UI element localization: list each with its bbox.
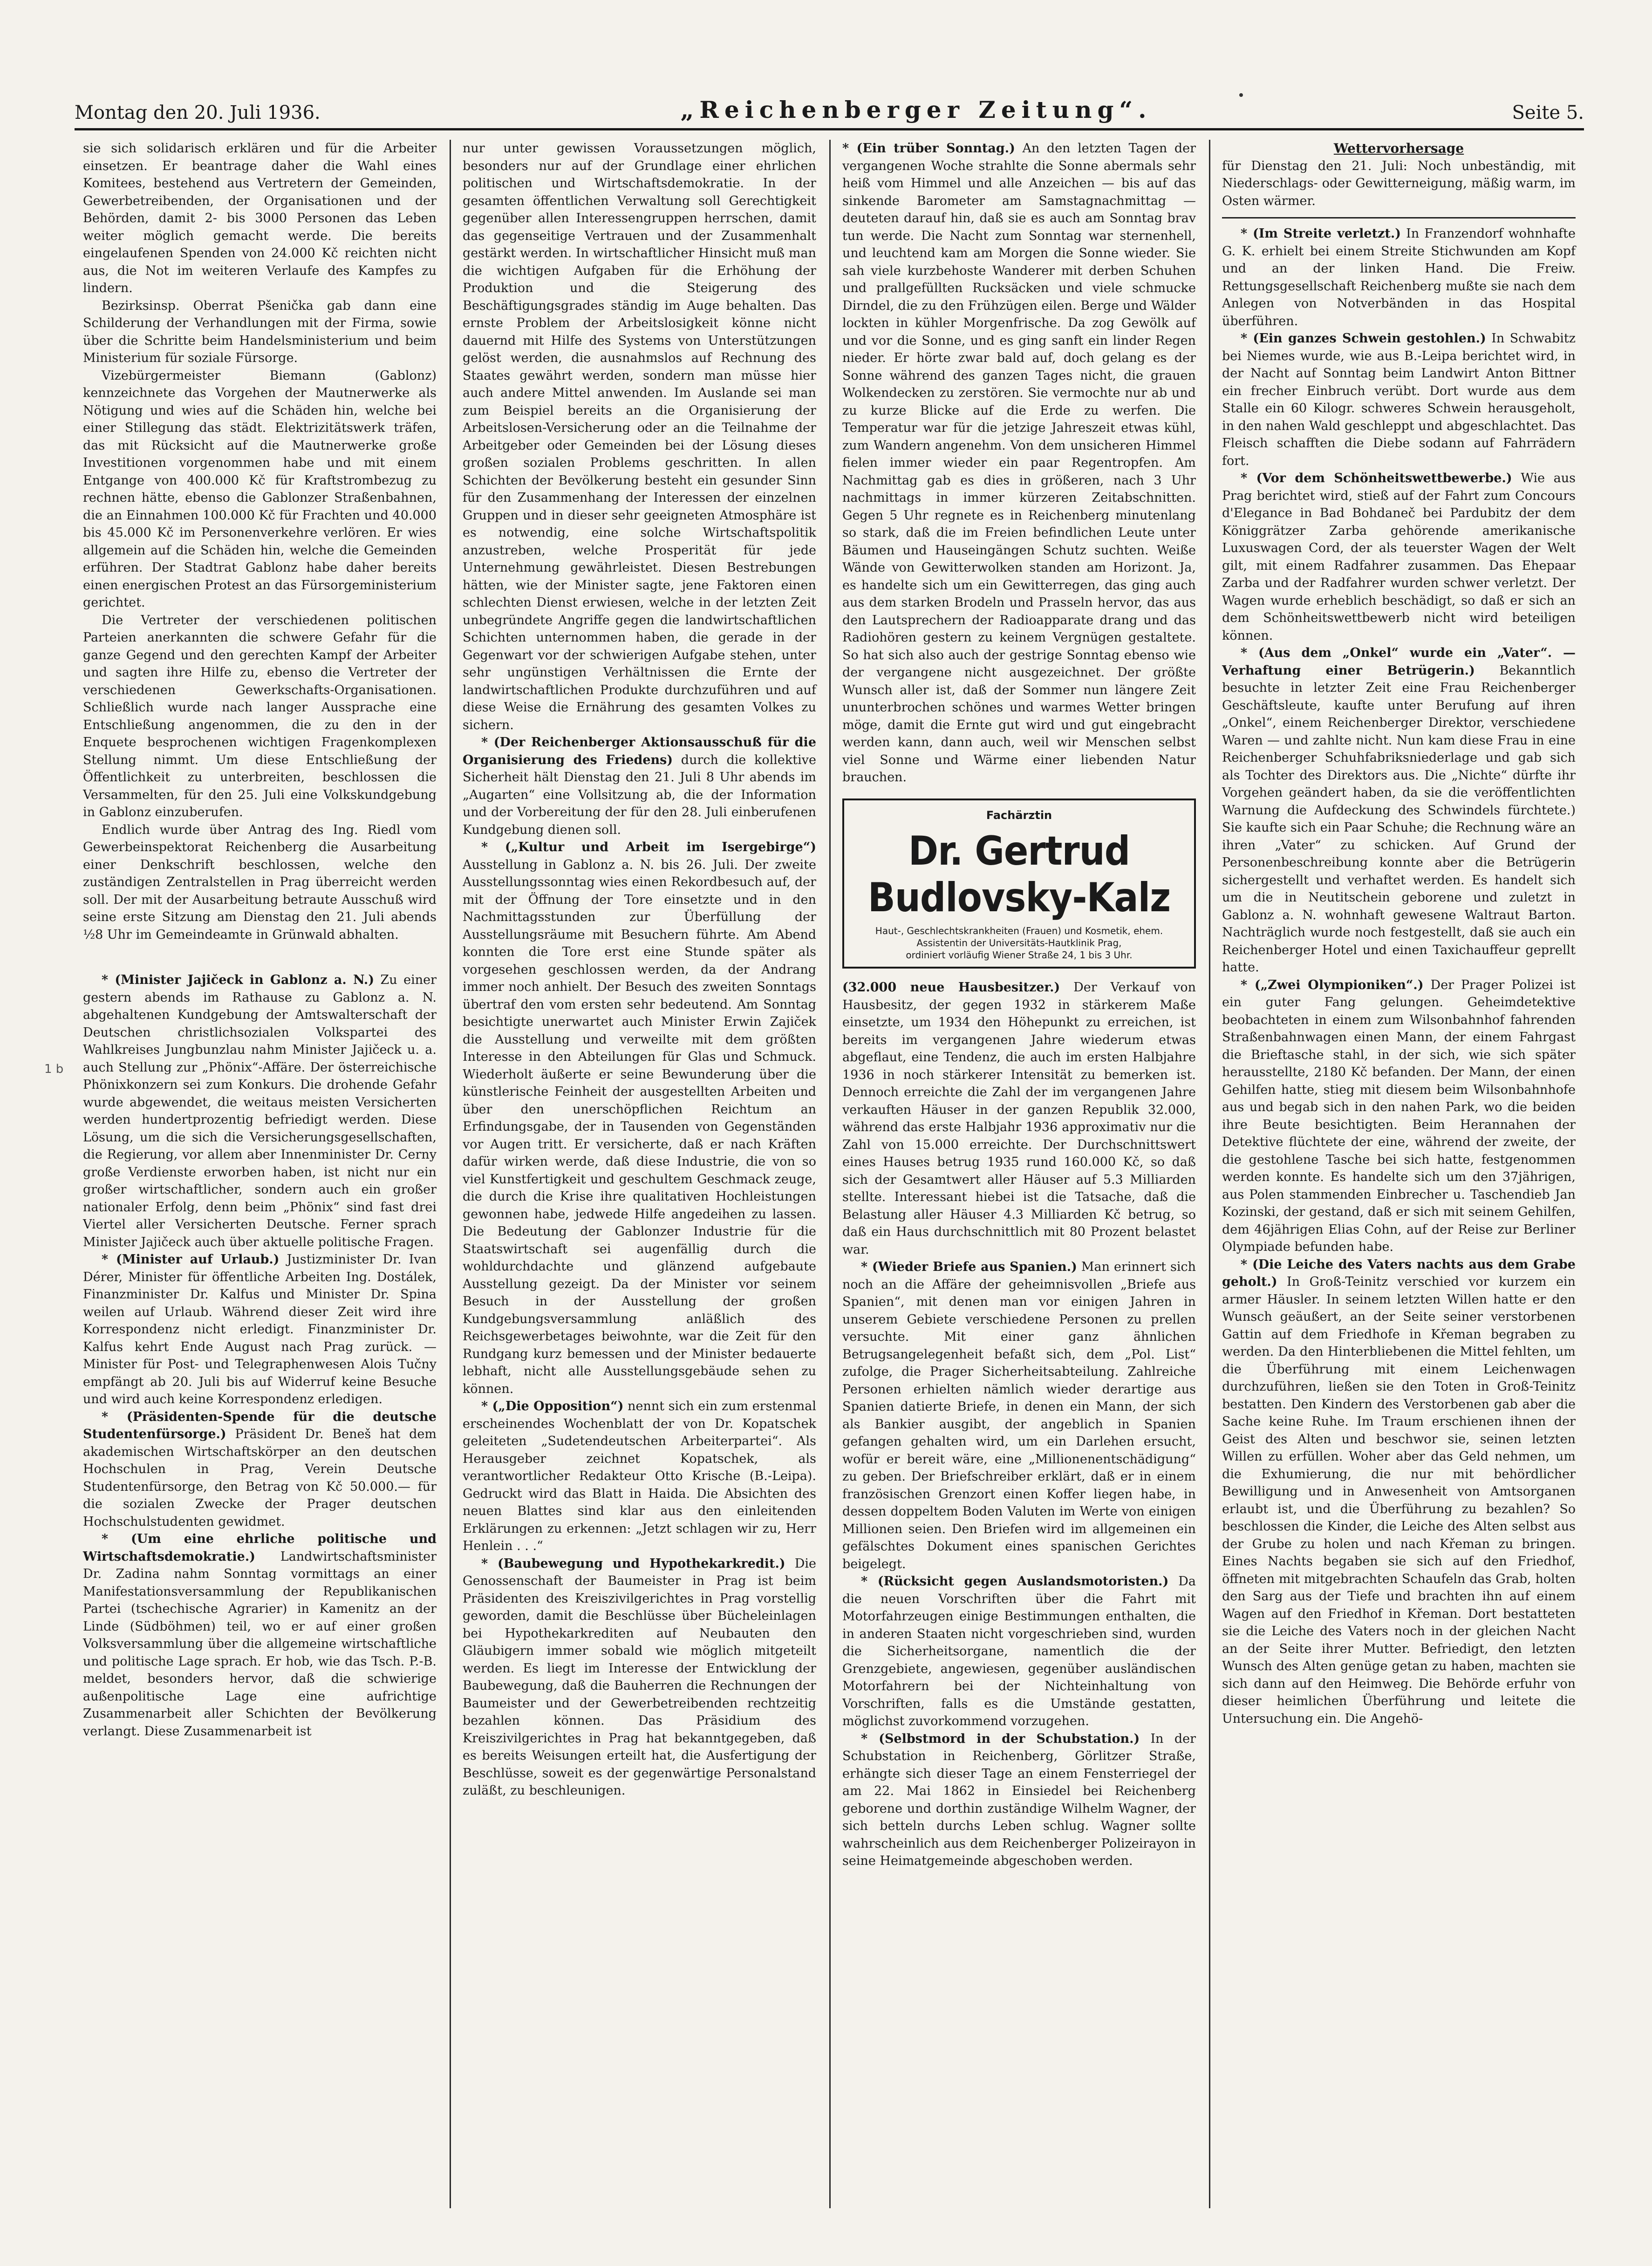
news-text: Präsident Dr. Beneš hat dem akademischen Wirtschaftskörper an den deutschen Hochschulen in Prag, Verein Deutsche Studentenfürsorge, den Betrag von Kč 50.000.— für die sozialen Zwecke der Prager deutschen Hochschulstudenten gewidmet.	[83, 1427, 437, 1529]
newspaper-page	[75, 89, 1584, 2213]
ad-doctor-name: Dr. Gertrud Budlovsky-Kalz	[867, 828, 1171, 921]
news-item	[463, 734, 816, 839]
article-paragraph: Vizebürgermeister Biemann (Gablonz) kennzeichnete das Vorgehen der Mautnerwerke als Nötigung und wies auf die Schäden hin, welche bei einer Stillegung das städt. Elektrizitätswerk träfen, das mit Rücksicht auf die Mautnerwerke große Investitionen vorgenommen habe und mit einem Entgange von 400.000 Kč für Kraftstrombezug zu rechnen hätte, ebenso die Gablonzer Straßenbahnen, die an Einnahmen 100.000 Kč für Frachten und 40.000 bis 45.000 Kč im Personenverkehre verlören. Er wies allgemein auf die Schäden hin, welche die Gemeinden erführen. Der Stadtrat Gablonz habe daher bereits einen energischen Protest an das Fürsorgeministerium gerichtet.	[83, 368, 437, 610]
columns	[75, 140, 1584, 2208]
news-headline: * („Kultur und Arbeit im Isergebirge“)	[481, 840, 816, 854]
news-headline: * (Ein ganzes Schwein gestohlen.)	[1241, 331, 1486, 346]
news-text: Zu einer gestern abends im Rathause zu Gablonz a. N. abgehaltenen Kundgebung der Amtswalterschaft der Deutschen christlichsozialen Volkspartei des Wahlkreises Jungbunzlau nahm Minister Jajičeck u. a. auch Stellung zur „Phönix“-Affäre. Der österreichische Phönixkonzern sei zum Konkurs. Die drohende Gefahr wurde abgewendet, die weitaus meisten Versicherten werden hundertprozentig befriedigt werden. Diese Lösung, um die sich die Versicherungsgesellschaften, die Regierung, vor allem aber Innenminister Dr. Cerny große Verdienste erworben haben, ist nicht nur ein großer wirtschaftlicher, sondern auch ein großer nationaler Erfolg, denn beim „Phönix“ sind fast drei Viertel aller Versicherten Deutsche. Ferner sprach Minister Jajičeck auch über aktuelle politische Fragen.	[83, 973, 437, 1249]
news-item	[83, 971, 437, 1251]
news-item	[842, 140, 1196, 786]
column-rule	[829, 140, 831, 2208]
news-item	[1222, 225, 1576, 330]
news-text: In Schwabitz bei Niemes wurde, wie aus B.-Leipa berichtet wird, in der Nacht auf Sonntag beim Landwirt Anton Bittner ein frecher Einbruch verübt. Dort wurde aus dem Stalle ein 60 Kilogr. schweres Schwein herausgeholt, in den nahen Wald geschleppt und abgeschlachtet. Das Fleisch schafften die Diebe sodann auf Fahrrädern fort.	[1222, 331, 1576, 468]
news-text: nennt sich ein zum erstenmal erscheinendes Wochenblatt der von Dr. Kopatschek geleiteten „Sudetendeutschen Arbeiterpartei“. Als Herausgeber zeichnet Kopatschek, als verantwortlicher Redakteur Otto Krische (B.-Leipa). Gedruckt wird das Blatt in Haida. Die Absichten des neuen Blattes sind klar aus den einleitenden Erklärungen zu erkennen: „Jetzt schlagen wir zu, Herr Henlein . . .“	[463, 1399, 816, 1553]
ad-heading: Fachärztin	[986, 808, 1052, 822]
column-1	[75, 140, 445, 2208]
news-text: Wie aus Prag berichtet wird, stieß auf der Fahrt zum Concours d'Elegance in Bad Bohdaneč bei Pardubitz der dem Königgrätzer Zarba gehörende amerikanische Luxuswagen Cord, der als teuerster Wagen der Welt gilt, mit einem Radfahrer zusammen. Das Ehepaar Zarba und der Radfahrer wurden schwer verletzt. Der Wagen wurde erheblich beschädigt, so daß er sich an dem Schönheitswettbewerb nicht wird beteiligen können.	[1222, 471, 1576, 643]
news-text: An den letzten Tagen der vergangenen Woche strahlte die Sonne abermals sehr heiß vom Himmel und alle Anzeichen — bis auf das sinkende Barometer am Samstagnachmittag — deuteten darauf hin, daß sie es auch am Sonntag brav tun werde. Die Nacht zum Sonntag war sternenhell, und leuchtend kam am Morgen die Sonne wieder. Sie sah viele kurzbehoste Wanderer mit derben Schuhen und prallgefüllten Rucksäcken und viele schmucke Dirndel, die zu den Frühzügen eilen. Berge und Wälder lockten in kühler Morgenfrische. Da zog Gewölk auf und vor die Sonne, und es ging sanft ein linder Regen nieder. Er hörte zwar bald auf, doch gelang es der Sonne während des ganzen Tages nicht, die grauen Wolkendecken zu zerstören. Sie vermochte nur ab und zu kurze Blicke auf die Erde zu werfen. Die Temperatur war für die jetzige Jahreszeit etwas kühl, zum Wandern angenehm. Von dem unsicheren Himmel fielen immer wieder ein paar Regentropfen. Am Nachmittag gab es dies in größeren, nach 3 Uhr nachmittags in immer kürzeren Zeitabschnitten. Gegen 5 Uhr regnete es in Reichenberg minutenlang so stark, daß die im Freien befindlichen Leute unter Bäumen und Hauseingängen Schutz suchten. Weiße Wände von Gewitterwolken standen am Horizont. Ja, es handelte sich um ein Gewitterregen, das ging auch aus dem starken Brodeln und Prasseln hervor, das aus den Lautsprechern der Radioapparate drang und das Radiohören gestern zu keinem Vergnügen gestaltete. So hat sich also auch der gestrige Sonntag ebenso wie der vergangene nicht ausgezeichnet. Der größte Wunsch aller ist, daß der Sommer nun längere Zeit ununterbrochen schönes und warmes Wetter bringen möge, damit die Ernte gut wird und gut eingebracht werden kann, dann auch, weil wir Menschen selbst viel Sonne und Wärme einer liebenden Natur brauchen.	[842, 141, 1196, 785]
news-text: In Franzendorf wohnhafte G. K. erhielt bei einem Streite Stichwunden am Kopf und an der linken Hand. Die Freiw. Rettungsgesellschaft Reichenberg mußte sie nach dem Anlegen von Notverbänden in das Hospital überführen.	[1222, 226, 1576, 328]
news-headline: * (Aus dem „Onkel“ wurde ein „Vater“. — Verhaftung einer Betrügerin.)	[1222, 646, 1576, 678]
news-item	[83, 1530, 437, 1740]
news-headline: * (Minister auf Urlaub.)	[102, 1252, 280, 1267]
news-headline: (32.000 neue Hausbesitzer.)	[842, 980, 1060, 995]
page-number: Seite 5.	[1512, 102, 1584, 123]
column-4	[1214, 140, 1584, 2208]
news-headline: * (Um eine ehrliche politische und Wirtschaftsdemokratie.)	[83, 1532, 437, 1564]
news-headline: * (Im Streite verletzt.)	[1241, 226, 1401, 241]
news-text: Die Genossenschaft der Baumeister in Prag ist beim Präsidenten des Kreiszivilgerichtes in Prag vorstellig geworden, damit die Beschlüsse über Bücheleinlagen bei Hypothekarkrediten auf Neubauten den Gläubigern immer sobald wie möglich mitgeteilt werden. Es liegt im Interesse der Entwicklung der Baubewegung, daß die Bauherren die Rechnungen der Baumeister und der Gewerbetreibenden rechtzeitig bezahlen können. Das Präsidium des Kreiszivilgerichtes in Prag hat bekanntgegeben, daß es bereits Weisungen erteilt hat, die Ausfertigung der Beschlüsse, soweit es der gegenwärtige Personalstand zuläßt, zu beschleunigen.	[463, 1556, 816, 1798]
news-item	[83, 1408, 437, 1531]
section-divider	[1222, 217, 1576, 218]
margin-mark: 1 b	[44, 1062, 64, 1076]
news-headline: * („Die Opposition“)	[481, 1399, 624, 1413]
column-3	[834, 140, 1204, 2208]
issue-date: Montag den 20. Juli 1936.	[75, 102, 321, 123]
news-text: In Groß-Teinitz verschied vor kurzem ein armer Häusler. In seinem letzten Willen hatte er den Wunsch geäußert, an der Seite seiner verstorbenen Gattin auf dem Friedhofe in Křeman begraben zu werden. Da den Hinterbliebenen die Mittel fehlten, um die Überführung mit einem Leichenwagen durchzuführen, ließen sie den Toten in Groß-Teinitz bestatten. Den Kindern des Verstorbenen gab aber die Sache keine Ruhe. Im Traum erschienen ihnen der Geist des Alten und beschwor sie, seinen letzten Willen zu erfüllen. Woher aber das Geld nehmen, um die Exhumierung, die nur mit behördlicher Bewilligung und in Anwesenheit von Amtsorganen erlaubt ist, und die Überführung zu bezahlen? So beschlossen die Kinder, die Leiche des Alten selbst aus der Grube zu holen und nach Křeman zu bringen. Eines Nachts begaben sie sich auf den Friedhof, öffneten mit mitgebrachten Schaufeln das Grab, holten den Sarg aus der Tiefe und brachten ihn auf einem Wagen auf den Friedhof in Křeman. Dort bestatteten sie die Leiche des Vaters noch in der gleichen Nacht an der Seite ihrer Mutter. Befriedigt, den letzten Wunsch des Alten genüge getan zu haben, machten sie sich dann auf den Heimweg. Die Behörde erfuhr von dieser heimlichen Überführung und leitete die Untersuchung ein. Die Angehö-	[1222, 1275, 1576, 1726]
news-item	[463, 839, 816, 1398]
news-headline: * (Rücksicht gegen Auslandsmotoristen.)	[861, 1574, 1169, 1589]
news-headline: * (Wieder Briefe aus Spanien.)	[861, 1260, 1077, 1274]
news-item	[1222, 1256, 1576, 1728]
weather-forecast-text: für Dienstag den 21. Juli: Noch unbeständig, mit Niederschlags- oder Gewitterneigung, mäßig warm, im Osten wärmer.	[1222, 158, 1576, 208]
news-headline: * (Ein trüber Sonntag.)	[842, 141, 1015, 156]
news-item	[1222, 470, 1576, 644]
news-headline: * (Minister Jajičeck in Gablonz a. N.)	[102, 973, 375, 987]
news-item	[842, 979, 1196, 1258]
page-header	[75, 89, 1584, 130]
doctor-advertisement	[842, 799, 1196, 969]
weather-forecast-title: Wettervorhersage	[1333, 141, 1464, 156]
column-rule	[450, 140, 451, 2208]
article-paragraph: Endlich wurde über Antrag des Ing. Riedl vom Gewerbeinspektorat Reichenberg die Ausarbeitung einer Denkschrift beschlossen, welche den zuständigen Zentralstellen in Prag überreicht werden soll. Der mit der Ausarbeitung betraute Ausschuß wird seine erste Sitzung am Dienstag den 21. Juli abends ½8 Uhr im Gemeindeamte in Grünwald abhalten.	[83, 822, 437, 942]
news-text: durch die kollektive Sicherheit hält Dienstag den 21. Juli 8 Uhr abends im „Augarten“ eine Vollsitzung ab, die der Information und der Vorbereitung der für den 28. Juli einberufenen Kundgebung dienen soll.	[463, 752, 816, 837]
news-item	[842, 1258, 1196, 1573]
news-text: Da die neuen Vorschriften über die Fahrt mit Motorfahrzeugen einige Bestimmungen enthalten, die in anderen Staaten nicht vorgeschrieben sind, wurden die Sicherheitsorgane, namentlich die der Grenzgebiete, angewiesen, gegenüber ausländischen Motorfahrern bei der Nichteinhaltung von Vorschriften, falls es die Umstände gestatten, möglichst zuvorkommend vorzugehen.	[842, 1574, 1196, 1728]
news-headline: * („Zwei Olympioniken“.)	[1241, 977, 1424, 992]
news-item	[842, 1573, 1196, 1730]
article-paragraph: nur unter gewissen Voraussetzungen möglich, besonders nur auf der Grundlage einer ehrlichen politischen und Wirtschaftsdemokratie. In der gesamten öffentlichen Verwaltung soll Gerechtigkeit gegenüber allen Interessengruppen herrschen, damit das gegenseitige Vertrauen und der Zusammenhalt gestärkt werden. In wirtschaftlicher Hinsicht muß man die wichtigen Aufgaben für die Erhöhung der Produktion und die Steigerung des Beschäftigungsgrades ständig im Auge behalten. Das ernste Problem der Arbeitslosigkeit könne nicht dauernd mit Hilfe des Systems von Unterstützungen gelöst werden, die ausnahmslos auf Rechnung des Staates gewährt werden, sondern man müsse hier auch andere Mittel anwenden. Im Auslande sei man zum Beispiel bereits an die Organisierung der Arbeitslosen-Versicherung oder an die Teilnahme der Arbeitgeber oder Gemeinden bei der Lösung dieses großen sozialen Problems geschritten. In allen Schichten der Bevölkerung besteht ein gesunder Sinn für den Zusammenhang der Interessen der einzelnen Gruppen und in dieser sehr geeigneten Atmosphäre ist es notwendig, eine solche Wirtschaftspolitik anzustreben, welche Prosperität für jede Unternehmung gewährleistet. Diesen Bestrebungen hätten, wie der Minister sagte, jene Faktoren einen schlechten Dienst erwiesen, welche in der letzten Zeit unbegründete Angriffe gegen die landwirtschaftlichen Schichten unternommen haben, die gerade in der Gegenwart vor der schwierigen Aufgabe stehen, unter sehr ungünstigen Verhältnissen die Ernte der landwirtschaftlichen Produkte durchzuführen und auf diese Weise die Ernährung des gesamten Volkes zu sichern.	[463, 141, 816, 732]
news-text: Man erinnert sich noch an die Affäre der geheimnisvollen „Briefe aus Spanien“, mit denen man vor einigen Jahren in unserem Gebiete verschiedene Personen zu prellen versuchte. Mit einer ganz ähnlichen Betrugsangelegenheit befaßt sich, dem „Pol. List“ zufolge, die Prager Sicherheitsabteilung. Zahlreiche Personen erhielten nämlich wieder derartige aus Spanien datierte Briefe, in denen ein Mann, der sich als Bankier ausgibt, der angeblich in Spanien gefangen gehalten wird, um ein Darlehen ersucht, wofür er bereit wäre, eine „Millionenentschädigung“ zu geben. Der Briefschreiber erklärt, daß er in einem französischen Grenzort einen Koffer liegen habe, in dessen doppeltem Boden Valuten im Werte von einigen Millionen seien. Den Briefen wird im allgemeinen ein gefälschtes Dokument eines spanischen Gerichtes beigelegt.	[842, 1260, 1196, 1571]
news-item	[1222, 330, 1576, 470]
news-headline: * (Der Reichenberger Aktionsausschuß für die Organisierung des Friedens)	[463, 735, 816, 767]
news-headline: * (Baubewegung und Hypothekarkredit.)	[481, 1556, 785, 1571]
article-paragraph: Bezirksinsp. Oberrat Pšenička gab dann eine Schilderung der Verhandlungen mit der Firma, sowie über die Schritte beim Handelsministerium und beim Ministerium für soziale Fürsorge.	[83, 298, 437, 365]
news-text: Justizminister Dr. Ivan Dérer, Minister für öffentliche Arbeiten Ing. Dostálek, Finanzminister Dr. Kalfus und Minister Dr. Spina weilen auf Urlaub. Während dieser Zeit wird ihre Korrespondenz nicht erledigt. Finanzminister Dr. Kalfus kehrt Ende August nach Prag zurück. — Minister für Post- und Telegraphenwesen Alois Tučny empfängt ab 20. Juli bis auf Widerruf keine Besuche und wird auch keine Korrespondenz erledigen.	[83, 1252, 437, 1406]
ad-description: Haut-, Geschlechtskrankheiten (Frauen) und Kosmetik, ehem. Assistentin der Universitäts-Hautklinik Prag,	[875, 925, 1163, 949]
masthead-title: „Reichenberger Zeitung“.	[680, 96, 1152, 123]
news-item	[463, 1398, 816, 1555]
news-item	[83, 1251, 437, 1408]
news-item	[842, 1730, 1196, 1870]
news-item	[1222, 644, 1576, 976]
news-text: Der Prager Polizei ist ein guter Fang gelungen. Geheimdetektive beobachteten in einem zum Wilsonbahnhof fahrenden Straßenbahnwagen einen Mann, der einem Fahrgast die Brieftasche stahl, in der sich, wie sich später herausstellte, 2180 Kč befanden. Der Mann, der einen Gehilfen hatte, stieg mit diesem beim Wilsonbahnhofe aus und begab sich in den nahen Park, wo die beiden ihre Beute besichtigten. Beim Herannahen der Detektive flüchtete der eine, während der zweite, der die gestohlene Tasche bei sich hatte, festgenommen werden konnte. Es handelte sich um den 37jährigen, aus Polen stammenden Einbrecher u. Taschendieb Jan Kozinski, der gestand, daß er sich mit seinem Gehilfen, dem 46jährigen Elias Cohn, auf der Reise zur Berliner Olympiade befunden habe.	[1222, 977, 1576, 1254]
news-text: Der Verkauf von Hausbesitz, der gegen 1932 in stärkerem Maße einsetzte, um 1934 den Höhepunkt zu erreichen, ist bereits im vergangenen Jahre wiederum etwas abgeflaut, eine Tendenz, die auch im ersten Halbjahre 1936 in noch stärkerer Intensität zu bemerken ist. Dennoch erreichte die Zahl der im vergangenen Jahre verkauften Häuser in der ganzen Republik 32.000, während das erste Halbjahr 1936 approximativ nur die Zahl von 15.000 erreichte. Der Durchschnittswert eines Hauses betrug 1935 rund 160.000 Kč, so daß sich der Gesamtwert aller Häuser auf 5.3 Milliarden stellte. Interessant hiebei ist die Tatsache, daß die Belastung aller Häuser 4.3 Milliarden Kč betrug, so daß ein Haus durchschnittlich mit 80 Prozent belastet war.	[842, 980, 1196, 1257]
news-text: In der Schubstation in Reichenberg, Görlitzer Straße, erhängte sich dieser Tage an einem Fensterriegel der am 22. Mai 1862 in Einsiedel bei Reichenberg geborene und dorthin zuständige Wilhelm Wagner, der sich betteln durchs Leben schlug. Wagner sollte wahrscheinlich aus dem Reichenberger Polizeirayon in seine Heimatgemeinde abgeschoben werden.	[842, 1731, 1196, 1868]
column-rule	[1209, 140, 1210, 2208]
article-paragraph: sie sich solidarisch erklären und für die Arbeiter einsetzen. Er beantrage daher die Wahl eines Komitees, bestehend aus Vertretern der Gemeinden, Gewerbetreibenden, der Organisationen und der Behörden, damit 2- bis 3000 Personen das Leben weiter möglich gemacht werde. Die bereits eingelaufenen Spenden von 24.000 Kč reichten nicht aus, die Not im weiteren Verlaufe des Kampfes zu lindern.	[83, 141, 437, 295]
news-headline: * (Die Leiche des Vaters nachts aus dem Grabe geholt.)	[1222, 1257, 1576, 1289]
news-text: Bekanntlich besuchte in letzter Zeit eine Frau Reichenberger Geschäftsleute, kaufte unter Berufung auf ihren „Onkel“, einem Reichenberger Direktor, verschiedene Waren — und zahlte nicht. Nun kam diese Frau in eine Reichenberger Schuhfabriksniederlage und gab sich als Tochter des Direktors aus. Die „Nichte“ dürfte ihr Vorgehen geändert haben, da sie die veröffentlichten Warnung die Aufdeckung des Schwindels fürchtete.) Sie kaufte sich ein Paar Schuhe; die Rechnung wäre an ihren „Vater“ zu schicken. Auf Grund der Personenbeschreibung konnte aber die Betrügerin sichergestellt und verhaftet werden. Es handelt sich um die in Neutitschein geborene und zuletzt in Gablonz a. N. wohnhaft gewesene Waltraut Barton. Nachträglich wurde noch festgestellt, daß sie auch ein Reichenberger Hotel und einen Taxichauffeur geprellt hatte.	[1222, 663, 1576, 975]
news-text: Ausstellung in Gablonz a. N. bis 26. Juli. Der zweite Ausstellungssonntag wies einen Rekordbesuch auf, der mit der Öffnung der Tore einsetzte und in den Nachmittagsstunden zur Überfüllung der Ausstellungsräume mit Besuchern führte. Am Abend konnten die Tore erst eine Stunde später als vorgesehen geschlossen werden, da der Andrang immer noch anhielt. Der Besuch des zweiten Sonntags übertraf den vom ersten sehr bedeutend. Am Sonntag besichtigte unerwartet auch Minister Erwin Zajiček die Ausstellung und verweilte mit dem größten Interesse in den Abteilungen für Glas und Schmuck. Wiederholt äußerte er seine Bewunderung über die künstlerische Feinheit der ausgestellten Arbeiten und über den unerschöpflichen Reichtum an Erfindungsgabe, der in Tausenden von Gegenständen vor Augen tritt. Er versicherte, daß er nach Kräften dafür wirken werde, daß diese Industrie, die von so viel Kunstfertigkeit und geschultem Geschmack zeuge, die durch die Krise ihre qualitativen Hochleistungen gewonnen habe, jedwede Hilfe angedeihen zu lassen. Die Bedeutung der Gablonzer Industrie für die Staatswirtschaft sei augenfällig durch die wohldurchdachte und glänzend aufgebaute Ausstellung gezeigt. Da der Minister vor seinem Besuch in der Ausstellung der großen Kundgebungsversammlung anläßlich des Reichsgewerbetages beiwohnte, war die Zeit für den Rundgang kurz bemessen und der Minister bedauerte lebhaft, nicht alle Ausstellungsgebäude sehen zu können.	[463, 857, 816, 1396]
news-text: Landwirtschaftsminister Dr. Zadina nahm Sonntag vormittags an einer Manifestationsversammlung der Republikanischen Partei (tschechische Agrarier) in Kamenitz an der Linde (Südböhmen) teil, wo er auf einer großen Volksversammlung über die allgemeine wirtschaftliche und politische Lage sprach. Er hob, wie das Tsch. P.-B. meldet, besonders hervor, daß die schwierige außenpolitische Lage eine aufrichtige Zusammenarbeit aller Schichten der Bevölkerung verlangt. Diese Zusammenarbeit ist	[83, 1549, 437, 1739]
news-headline: * (Selbstmord in der Schubstation.)	[861, 1731, 1140, 1746]
article-paragraph: Die Vertreter der verschiedenen politischen Parteien anerkannten die schwere Gefahr für die ganze Gegend und den gerechten Kampf der Arbeiter und sagten ihre Hilfe zu, ebenso die Vertreter der verschiedenen Gewerkschafts-Organisationen. Schließlich wurde nach langer Aussprache eine Entschließung angenommen, die zu den in der Enquete besprochenen wichtigen Fragenkomplexen Stellung nimmt. Um diese Entschließung der Öffentlichkeit zu unterbreiten, beschlossen die Versammelten, für den 25. Juli eine Volkskundgebung in Gablonz einzuberufen.	[83, 613, 437, 819]
news-item	[463, 1555, 816, 1800]
column-2	[454, 140, 825, 2208]
news-headline: * (Präsidenten-Spende für die deutsche Studentenfürsorge.)	[83, 1409, 437, 1441]
news-headline: * (Vor dem Schönheitswettbewerbe.)	[1241, 471, 1512, 485]
news-item	[1222, 976, 1576, 1256]
ad-office-hours: ordiniert vorläufig Wiener Straße 24, 1 bis 3 Uhr.	[906, 949, 1133, 961]
